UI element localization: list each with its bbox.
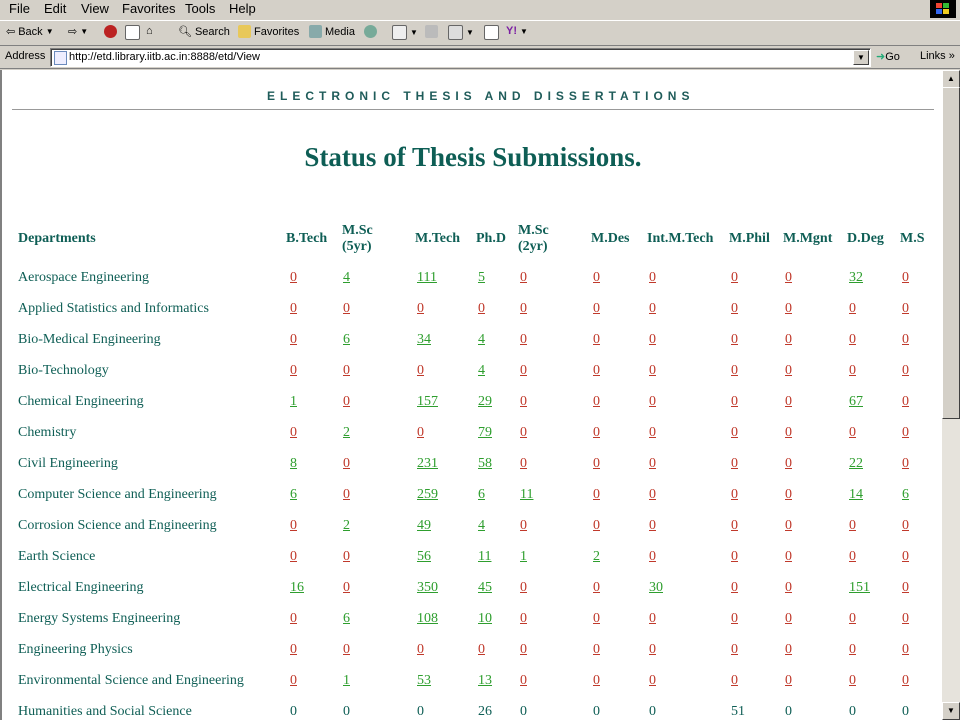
links-button[interactable]: Links » — [920, 50, 955, 62]
count-link[interactable]: 0 — [520, 456, 527, 471]
count-link: 0 — [343, 704, 350, 719]
count-link[interactable]: 16 — [290, 580, 304, 595]
count-link[interactable]: 0 — [785, 642, 792, 657]
page-title: Status of Thesis Submissions. — [304, 142, 642, 172]
count-link[interactable]: 0 — [902, 549, 909, 564]
count-link: 0 — [849, 704, 856, 719]
count-link[interactable]: 0 — [290, 611, 297, 626]
count-link[interactable]: 45 — [478, 580, 492, 595]
count-link[interactable]: 22 — [849, 456, 863, 471]
count-link[interactable]: 0 — [902, 301, 909, 316]
count-link[interactable]: 0 — [417, 425, 424, 440]
count-link[interactable]: 0 — [785, 425, 792, 440]
count-link[interactable]: 49 — [417, 518, 431, 533]
count-link[interactable]: 0 — [902, 456, 909, 471]
refresh-icon — [125, 25, 140, 40]
count-link[interactable]: 0 — [902, 518, 909, 533]
count-link[interactable]: 58 — [478, 456, 492, 471]
count-link[interactable]: 0 — [649, 642, 656, 657]
count-link: 0 — [520, 704, 527, 719]
search-button[interactable]: 🔍︎ Search — [178, 25, 230, 38]
count-link[interactable]: 0 — [785, 332, 792, 347]
header-btech: B.Tech — [286, 231, 328, 246]
menu-bar — [0, 0, 960, 18]
yahoo-button[interactable] — [506, 25, 528, 37]
count-link[interactable]: 0 — [417, 642, 424, 657]
count-link[interactable]: 0 — [290, 673, 297, 688]
count-link[interactable]: 11 — [520, 487, 534, 502]
address-input[interactable] — [50, 48, 871, 67]
count-link[interactable]: 0 — [417, 363, 424, 378]
count-link[interactable]: 0 — [649, 363, 656, 378]
count-link[interactable]: 0 — [731, 518, 738, 533]
count-link[interactable]: 0 — [290, 425, 297, 440]
count-link[interactable]: 0 — [785, 580, 792, 595]
count-link: 0 — [785, 704, 792, 719]
count-link[interactable]: 0 — [902, 611, 909, 626]
count-link[interactable]: 0 — [290, 642, 297, 657]
count-link[interactable]: 0 — [649, 487, 656, 502]
count-link[interactable]: 0 — [731, 456, 738, 471]
count-link[interactable]: 0 — [593, 363, 600, 378]
count-link[interactable]: 2 — [593, 549, 600, 564]
department-name: Aerospace Engineering — [18, 270, 149, 285]
count-link[interactable]: 0 — [520, 301, 527, 316]
count-link[interactable]: 0 — [290, 518, 297, 533]
refresh-button[interactable] — [125, 25, 140, 40]
page-banner: ELECTRONIC THESIS AND DISSERTATIONS — [267, 89, 695, 103]
windows-logo-icon — [930, 0, 956, 18]
header-ddeg: D.Deg — [847, 231, 884, 246]
address-dropdown-icon[interactable]: ▼ — [853, 50, 869, 65]
count-link[interactable]: 0 — [902, 332, 909, 347]
favorites-icon — [238, 25, 251, 38]
count-link[interactable]: 0 — [478, 642, 485, 657]
home-button[interactable] — [146, 25, 153, 37]
discuss-icon — [484, 25, 499, 40]
count-link[interactable]: 231 — [417, 456, 438, 471]
count-link[interactable]: 0 — [290, 363, 297, 378]
count-link[interactable]: 0 — [849, 673, 856, 688]
count-link: 0 — [593, 704, 600, 719]
count-link[interactable]: 0 — [849, 363, 856, 378]
count-link[interactable]: 0 — [785, 518, 792, 533]
header-msc-5yr: M.Sc (5yr) — [342, 223, 373, 254]
count-link[interactable]: 0 — [593, 518, 600, 533]
count-link[interactable]: 0 — [731, 487, 738, 502]
count-link[interactable]: 0 — [649, 611, 656, 626]
department-name: Electrical Engineering — [18, 580, 144, 595]
count-link[interactable]: 157 — [417, 394, 438, 409]
count-link[interactable]: 0 — [849, 518, 856, 533]
header-ms: M.S — [900, 231, 925, 246]
print-icon — [425, 25, 438, 38]
count-link[interactable]: 34 — [417, 332, 431, 347]
count-link[interactable]: 0 — [649, 456, 656, 471]
menu-help[interactable]: Help — [229, 1, 256, 16]
count-link[interactable]: 30 — [649, 580, 663, 595]
department-name: Earth Science — [18, 549, 96, 564]
count-link[interactable]: 0 — [520, 363, 527, 378]
count-link[interactable]: 0 — [785, 301, 792, 316]
count-link: 26 — [478, 704, 492, 719]
count-link[interactable]: 56 — [417, 549, 431, 564]
count-link[interactable]: 0 — [785, 394, 792, 409]
count-link[interactable]: 0 — [478, 301, 485, 316]
count-link[interactable]: 2 — [343, 425, 350, 440]
count-link: 0 — [649, 704, 656, 719]
history-icon — [364, 25, 377, 38]
count-link[interactable]: 108 — [417, 611, 438, 626]
count-link[interactable]: 0 — [593, 332, 600, 347]
count-link[interactable]: 0 — [785, 456, 792, 471]
count-link[interactable]: 0 — [731, 549, 738, 564]
count-link[interactable]: 0 — [343, 549, 350, 564]
count-link[interactable]: 6 — [343, 611, 350, 626]
count-link[interactable]: 0 — [343, 394, 350, 409]
menu-tools[interactable]: Tools — [185, 1, 216, 16]
count-link[interactable]: 0 — [520, 611, 527, 626]
count-link[interactable]: 0 — [731, 301, 738, 316]
count-link: 0 — [290, 704, 297, 719]
count-link[interactable]: 0 — [649, 549, 656, 564]
department-name: Computer Science and Engineering — [18, 487, 217, 502]
history-button[interactable] — [364, 25, 377, 38]
address-label: Address — [5, 50, 46, 62]
count-link[interactable]: 0 — [785, 487, 792, 502]
header-int-mtech: Int.M.Tech — [647, 231, 714, 246]
count-link[interactable]: 1 — [343, 673, 350, 688]
count-link[interactable]: 0 — [785, 673, 792, 688]
department-name: Chemistry — [18, 425, 77, 440]
count-link[interactable]: 32 — [849, 270, 863, 285]
count-link[interactable]: 11 — [478, 549, 492, 564]
forward-arrow-icon: ⇨ — [68, 26, 78, 38]
mail-icon — [392, 25, 407, 40]
count-link[interactable]: 0 — [849, 301, 856, 316]
count-link[interactable]: 0 — [593, 673, 600, 688]
count-link[interactable]: 67 — [849, 394, 863, 409]
count-link[interactable]: 8 — [290, 456, 297, 471]
count-link[interactable]: 0 — [902, 425, 909, 440]
search-icon: 🔍︎ — [178, 26, 192, 38]
department-name: Applied Statistics and Informatics — [18, 301, 209, 316]
count-link[interactable]: 0 — [343, 363, 350, 378]
count-link[interactable]: 0 — [902, 580, 909, 595]
count-link[interactable]: 0 — [520, 270, 527, 285]
department-name: Environmental Science and Engineering — [18, 673, 244, 688]
count-link[interactable]: 6 — [478, 487, 485, 502]
count-link[interactable]: 0 — [593, 425, 600, 440]
back-arrow-icon: ⇦ — [6, 26, 16, 38]
count-link[interactable]: 0 — [343, 456, 350, 471]
count-link[interactable]: 0 — [593, 301, 600, 316]
count-link[interactable]: 0 — [417, 301, 424, 316]
count-link[interactable]: 0 — [849, 332, 856, 347]
stop-icon — [104, 25, 117, 38]
header-mdes: M.Des — [591, 231, 630, 246]
header-mphil: M.Phil — [729, 231, 770, 246]
count-link[interactable]: 0 — [649, 425, 656, 440]
chevron-down-icon: ▼ — [466, 28, 474, 37]
count-link[interactable]: 0 — [649, 332, 656, 347]
page-content — [0, 70, 942, 720]
count-link[interactable]: 0 — [593, 642, 600, 657]
count-link[interactable]: 0 — [520, 425, 527, 440]
count-link[interactable]: 0 — [849, 549, 856, 564]
department-name: Bio-Medical Engineering — [18, 332, 161, 347]
scroll-thumb[interactable] — [942, 87, 960, 419]
mail-button[interactable] — [392, 25, 418, 40]
count-link[interactable]: 0 — [520, 580, 527, 595]
count-link[interactable]: 0 — [902, 270, 909, 285]
count-link[interactable]: 0 — [785, 363, 792, 378]
department-name: Humanities and Social Science — [18, 704, 192, 719]
count-link[interactable]: 0 — [649, 518, 656, 533]
count-link[interactable]: 151 — [849, 580, 870, 595]
count-link[interactable]: 350 — [417, 580, 438, 595]
count-link[interactable]: 0 — [902, 673, 909, 688]
menu-edit[interactable]: Edit — [44, 1, 67, 16]
count-link[interactable]: 0 — [649, 270, 656, 285]
go-arrow-icon: ➜ — [876, 51, 886, 63]
department-name: Engineering Physics — [18, 642, 133, 657]
count-link[interactable]: 0 — [290, 270, 297, 285]
count-link[interactable]: 0 — [902, 363, 909, 378]
count-link[interactable]: 0 — [849, 425, 856, 440]
count-link[interactable]: 0 — [785, 549, 792, 564]
count-link[interactable]: 111 — [417, 270, 437, 285]
count-link[interactable]: 0 — [849, 611, 856, 626]
count-link[interactable]: 2 — [343, 518, 350, 533]
department-name: Corrosion Science and Engineering — [18, 518, 217, 533]
count-link: 0 — [417, 704, 424, 719]
count-link[interactable]: 0 — [593, 456, 600, 471]
count-link[interactable]: 0 — [520, 394, 527, 409]
count-link[interactable]: 0 — [593, 580, 600, 595]
count-link[interactable]: 1 — [520, 549, 527, 564]
count-link[interactable]: 0 — [593, 394, 600, 409]
department-name: Bio-Technology — [18, 363, 109, 378]
chevron-down-icon: ▼ — [410, 28, 418, 37]
banner-divider — [12, 109, 934, 110]
count-link[interactable]: 0 — [649, 394, 656, 409]
count-link[interactable]: 6 — [290, 487, 297, 502]
count-link[interactable]: 0 — [593, 270, 600, 285]
menu-view[interactable]: View — [81, 1, 109, 16]
menu-file[interactable]: File — [9, 1, 30, 16]
discuss-button[interactable] — [484, 25, 499, 40]
count-link[interactable]: 0 — [902, 642, 909, 657]
count-link[interactable]: 0 — [520, 332, 527, 347]
edit-icon — [448, 25, 463, 40]
count-link[interactable]: 0 — [290, 332, 297, 347]
count-link[interactable]: 14 — [849, 487, 863, 502]
count-link[interactable]: 0 — [731, 642, 738, 657]
yahoo-icon: Y! — [506, 25, 517, 37]
count-link[interactable]: 0 — [731, 611, 738, 626]
header-departments: Departments — [18, 231, 96, 246]
count-link[interactable]: 0 — [849, 642, 856, 657]
department-name: Chemical Engineering — [18, 394, 144, 409]
header-phd: Ph.D — [476, 231, 506, 246]
edit-button[interactable] — [448, 25, 474, 40]
count-link[interactable]: 0 — [593, 611, 600, 626]
address-bar — [0, 46, 960, 69]
count-link[interactable]: 0 — [520, 642, 527, 657]
menu-favorites[interactable]: Favorites — [122, 1, 176, 16]
count-link[interactable]: 0 — [343, 580, 350, 595]
count-link[interactable]: 5 — [478, 270, 485, 285]
count-link[interactable]: 4 — [478, 518, 485, 533]
home-icon: ⌂ — [146, 25, 153, 37]
count-link[interactable]: 29 — [478, 394, 492, 409]
go-button[interactable]: ➜Go — [876, 51, 900, 63]
header-mtech: M.Tech — [415, 231, 460, 246]
address-url: http://etd.library.iitb.ac.in:8888/etd/View — [69, 51, 260, 63]
count-link[interactable]: 10 — [478, 611, 492, 626]
back-button[interactable]: ⇦ Back ▼ — [6, 25, 54, 38]
count-link[interactable]: 0 — [593, 487, 600, 502]
count-link[interactable]: 79 — [478, 425, 492, 440]
count-link[interactable]: 0 — [520, 518, 527, 533]
favorites-button[interactable]: Favorites — [238, 25, 299, 38]
chevron-down-icon: ▼ — [520, 26, 528, 36]
page-icon — [54, 51, 67, 65]
header-mmgnt: M.Mgnt — [783, 231, 833, 246]
vertical-scrollbar[interactable] — [942, 70, 960, 720]
count-link: 51 — [731, 704, 745, 719]
count-link[interactable]: 0 — [902, 394, 909, 409]
count-link[interactable]: 0 — [343, 301, 350, 316]
count-link[interactable]: 4 — [478, 363, 485, 378]
count-link[interactable]: 0 — [290, 549, 297, 564]
count-link[interactable]: 0 — [731, 394, 738, 409]
count-link[interactable]: 0 — [785, 611, 792, 626]
count-link[interactable]: 4 — [343, 270, 350, 285]
count-link[interactable]: 0 — [731, 363, 738, 378]
count-link[interactable]: 53 — [417, 673, 431, 688]
count-link[interactable]: 0 — [343, 487, 350, 502]
stop-button[interactable] — [104, 25, 117, 38]
count-link[interactable]: 13 — [478, 673, 492, 688]
count-link[interactable]: 0 — [731, 332, 738, 347]
count-link: 0 — [902, 704, 909, 719]
forward-button[interactable] — [68, 25, 88, 38]
department-name: Civil Engineering — [18, 456, 118, 471]
scroll-up-icon[interactable]: ▲ — [942, 70, 960, 88]
toolbar — [0, 20, 960, 46]
media-button[interactable]: Media — [309, 25, 355, 38]
count-link[interactable]: 1 — [290, 394, 297, 409]
chevron-down-icon: ▼ — [45, 27, 54, 36]
count-link[interactable]: 0 — [290, 301, 297, 316]
count-link[interactable]: 6 — [902, 487, 909, 502]
count-link[interactable]: 0 — [649, 673, 656, 688]
count-link[interactable]: 0 — [649, 301, 656, 316]
header-msc-2yr: M.Sc (2yr) — [518, 223, 549, 254]
department-name: Energy Systems Engineering — [18, 611, 181, 626]
count-link[interactable]: 0 — [731, 270, 738, 285]
count-link[interactable]: 259 — [417, 487, 438, 502]
count-link[interactable]: 0 — [731, 673, 738, 688]
count-link[interactable]: 0 — [731, 425, 738, 440]
count-link[interactable]: 6 — [343, 332, 350, 347]
count-link[interactable]: 4 — [478, 332, 485, 347]
chevron-down-icon: ▼ — [80, 27, 89, 36]
scroll-down-icon[interactable]: ▼ — [942, 702, 960, 720]
media-icon — [309, 25, 322, 38]
print-button[interactable] — [425, 25, 438, 38]
count-link[interactable]: 0 — [343, 642, 350, 657]
count-link[interactable]: 0 — [520, 673, 527, 688]
count-link[interactable]: 0 — [785, 270, 792, 285]
count-link[interactable]: 0 — [731, 580, 738, 595]
